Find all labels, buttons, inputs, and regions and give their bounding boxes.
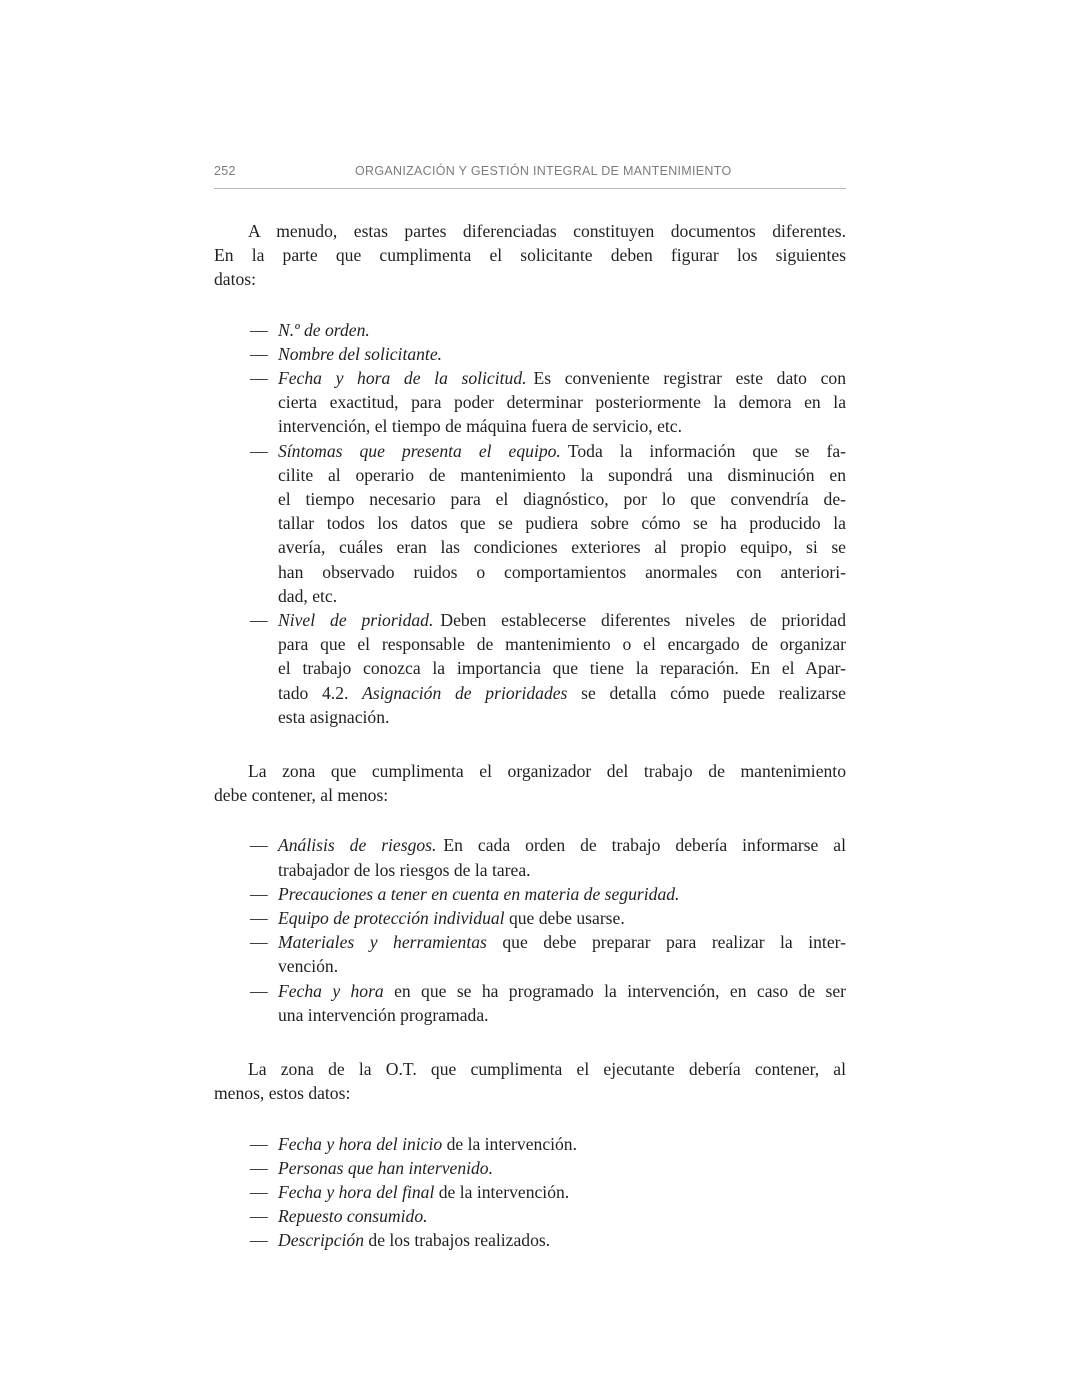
list-item-term: Nivel de prioridad. <box>278 610 434 631</box>
list-item-term: Precauciones a tener en cuenta en materia de seguridad. <box>278 883 680 904</box>
list-item <box>214 1132 846 1156</box>
list-item-line <box>278 979 846 1003</box>
paragraph-line: debe contener, al menos: <box>214 785 389 806</box>
list-item <box>214 366 846 439</box>
dash-marker: — <box>250 440 268 461</box>
paragraph-line: En la parte que cumplimenta el solicitante deben figurar los siguientes <box>214 245 846 266</box>
list-item-text: Deben establecerse diferentes niveles de prioridad <box>440 610 846 631</box>
list-item-body <box>278 1228 846 1252</box>
list-item-line: han observado ruidos o comportamientos anormales con anteriori- <box>278 561 846 582</box>
list-item-text: de los trabajos realizados. <box>364 1230 551 1251</box>
list-item <box>214 318 846 342</box>
list-item-text: se detalla cómo puede realizarse <box>567 682 846 703</box>
list-item-text: de la intervención. <box>442 1133 578 1154</box>
list-item-term: Descripción <box>278 1230 364 1251</box>
requester-fields-list <box>214 318 846 729</box>
list-item-body <box>278 366 846 439</box>
dash-marker: — <box>250 908 268 929</box>
spacer <box>214 807 846 833</box>
list-item-line: para que el responsable de mantenimiento o el encargado de organizar <box>278 634 846 655</box>
paragraph-line: menos, estos datos: <box>214 1083 351 1104</box>
list-item <box>214 1180 846 1204</box>
spacer <box>214 729 846 759</box>
list-item-body <box>278 318 846 342</box>
page-content <box>214 162 846 1253</box>
list-item-line: una intervención programada. <box>278 1004 489 1025</box>
running-head-title: ORGANIZACIÓN Y GESTIÓN INTEGRAL DE MANTENIMIENTO <box>355 164 732 178</box>
list-item <box>214 1204 846 1228</box>
running-head <box>214 162 846 184</box>
dash-marker: — <box>250 835 268 856</box>
list-item-line: cierta exactitud, para poder determinar posteriormente la demora en la <box>278 392 846 413</box>
list-item-body <box>278 1156 846 1180</box>
list-item-term: Fecha y hora de la solicitud. <box>278 368 527 389</box>
list-item-line <box>278 930 846 954</box>
dash-marker: — <box>250 319 268 340</box>
list-item-term: Análisis de riesgos. <box>278 835 437 856</box>
list-item-line: cilite al operario de mantenimiento la supondrá una disminución en <box>278 464 846 485</box>
dash-marker: — <box>250 980 268 1001</box>
list-item-text: en que se ha programado la intervención, en caso de ser <box>383 980 846 1001</box>
list-item-body <box>278 1180 846 1204</box>
list-item-line: el tiempo necesario para el diagnóstico, por lo que convendría de- <box>278 489 846 510</box>
list-item-body <box>278 608 846 729</box>
list-item <box>214 608 846 729</box>
list-item-term: Nombre del solicitante. <box>278 343 443 364</box>
list-item-line <box>278 608 846 632</box>
organizer-fields-list <box>214 833 846 1027</box>
paragraph-line: La zona que cumplimenta el organizador del trabajo de mantenimiento <box>248 761 846 782</box>
list-item-line: esta asignación. <box>278 706 390 727</box>
list-item-body <box>278 833 846 881</box>
list-item-term: Fecha y hora <box>278 980 384 1001</box>
list-item-line: intervención, el tiempo de máquina fuera de servicio, etc. <box>278 416 683 437</box>
list-item-body <box>278 979 846 1027</box>
list-item <box>214 1228 846 1252</box>
list-item <box>214 930 846 978</box>
list-item-term: N.º de orden. <box>278 319 370 340</box>
dash-marker: — <box>250 932 268 953</box>
list-item-body <box>278 906 846 930</box>
list-item-line <box>278 366 846 390</box>
spacer <box>214 1106 846 1132</box>
dash-marker: — <box>250 883 268 904</box>
paragraph-organizer <box>214 759 846 807</box>
list-item <box>214 1156 846 1180</box>
list-item-body <box>278 439 846 608</box>
paragraph-intro <box>214 219 846 292</box>
dash-marker: — <box>250 1206 268 1227</box>
list-item <box>214 979 846 1027</box>
paragraph-line: A menudo, estas partes diferenciadas constituyen documentos diferentes. <box>248 221 846 241</box>
dash-marker: — <box>250 1133 268 1154</box>
list-item-line <box>278 833 846 857</box>
list-item-emphasis: Asignación de prioridades <box>362 682 568 703</box>
list-item-line: dad, etc. <box>278 585 338 606</box>
list-item-text: que debe preparar para realizar la inter- <box>486 932 846 953</box>
list-item-term: Síntomas que presenta el equipo. <box>278 440 561 461</box>
list-item-text: En cada orden de trabajo debería informarse al <box>443 835 846 856</box>
list-item-text: Toda la información que se fa- <box>567 440 846 461</box>
executor-fields-list <box>214 1132 846 1253</box>
list-item-body <box>278 1204 846 1228</box>
paragraph-line: datos: <box>214 269 257 290</box>
list-item-text: que debe usarse. <box>504 908 625 929</box>
dash-marker: — <box>250 343 268 364</box>
list-item-term: Equipo de protección individual <box>278 908 505 929</box>
list-item <box>214 906 846 930</box>
spacer <box>214 1027 846 1057</box>
list-item <box>214 342 846 366</box>
list-item-line: vención. <box>278 956 339 977</box>
list-item-line: avería, cuáles eran las condiciones exteriores al propio equipo, si se <box>278 537 846 558</box>
list-item-text: Es conveniente registrar este dato con <box>533 368 846 389</box>
dash-marker: — <box>250 610 268 631</box>
list-item-line <box>278 681 846 705</box>
list-item-text: de la intervención. <box>434 1181 570 1202</box>
dash-marker: — <box>250 1157 268 1178</box>
list-item-line: tallar todos los datos que se pudiera sobre cómo se ha producido la <box>278 513 846 534</box>
list-item-line: el trabajo conozca la importancia que tiene la reparación. En el Apar- <box>278 658 846 679</box>
spacer <box>214 292 846 318</box>
list-item-term: Materiales y herramientas <box>278 932 487 953</box>
page-number: 252 <box>214 164 236 178</box>
list-item <box>214 439 846 608</box>
list-item <box>214 882 846 906</box>
list-item-body <box>278 882 846 906</box>
list-item-body <box>278 342 846 366</box>
paragraph-line: La zona de la O.T. que cumplimenta el ejecutante debería contener, al <box>248 1059 846 1080</box>
paragraph-executor <box>214 1057 846 1105</box>
list-item <box>214 833 846 881</box>
list-item-line: trabajador de los riesgos de la tarea. <box>278 859 531 880</box>
list-item-term: Fecha y hora del final <box>278 1181 435 1202</box>
spacer <box>214 189 846 219</box>
dash-marker: — <box>250 1181 268 1202</box>
list-item-term: Fecha y hora del inicio <box>278 1133 443 1154</box>
dash-marker: — <box>250 368 268 389</box>
list-item-text: tado 4.2. <box>278 682 363 703</box>
list-item-term: Personas que han intervenido. <box>278 1157 493 1178</box>
dash-marker: — <box>250 1230 268 1251</box>
list-item-term: Repuesto consumido. <box>278 1206 428 1227</box>
list-item-line <box>278 439 846 463</box>
list-item-body <box>278 1132 846 1156</box>
list-item-body <box>278 930 846 978</box>
